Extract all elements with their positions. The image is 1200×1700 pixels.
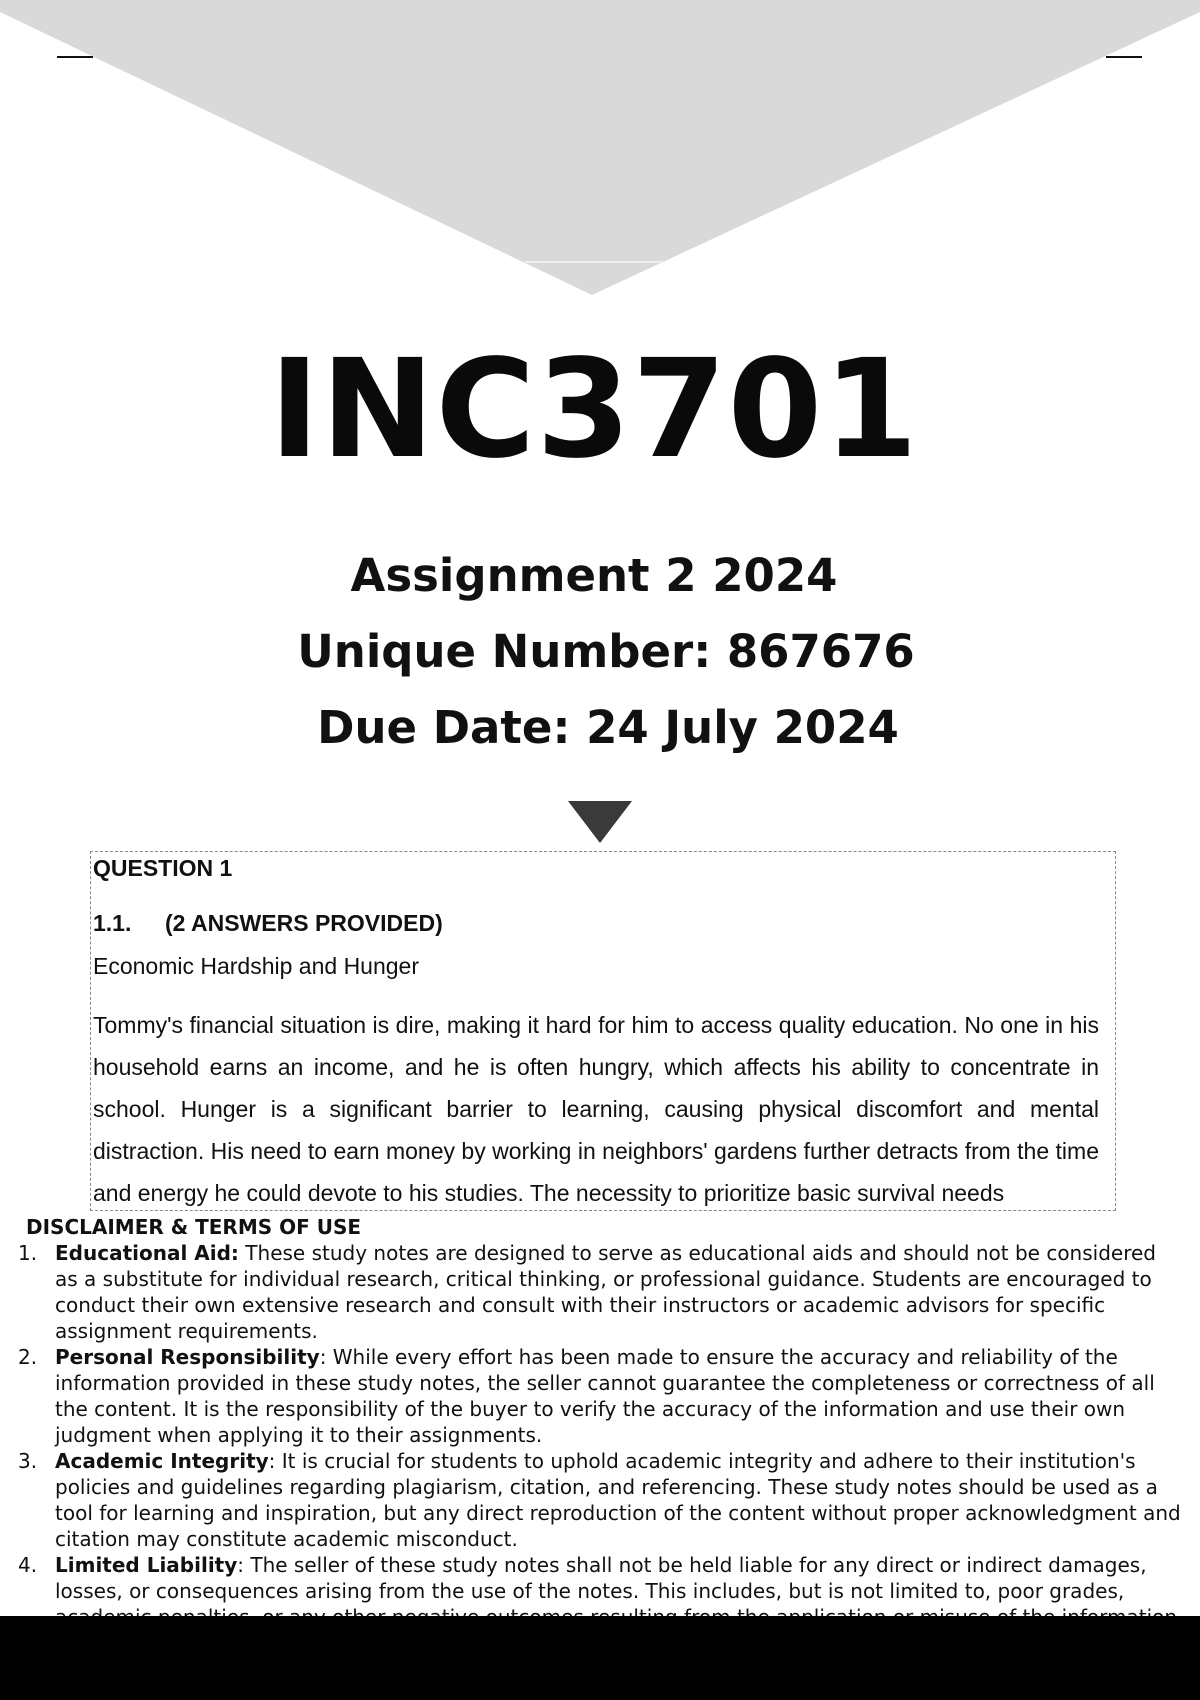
term-label: Personal Responsibility — [55, 1345, 320, 1369]
bottom-black-bar — [0, 1616, 1200, 1700]
disclaimer-section — [0, 1214, 1200, 1630]
term-text: : It is crucial for students to uphold academic integrity and adhere to their institution's policies and guidelines regarding plagiarism, citation, and referencing. These study notes should be used as a tool for learning and inspiration, but any direct reproduction of the content without proper acknowledgment and citation may constitute academic misconduct. — [55, 1449, 1181, 1551]
unique-number-value: 867676 — [726, 625, 915, 678]
subquestion-number: 1.1. — [93, 910, 132, 936]
answer-section-title: Economic Hardship and Hunger — [93, 953, 420, 979]
terms-list — [0, 1240, 1200, 1630]
answer-paragraph: Tommy's financial situation is dire, making it hard for him to access quality education. No one in his household earns an income, and he is often hungry, which affects his ability to concentrate in school. Hunger is a significant barrier to learning, causing physical discomfort and mental distraction. His need to earn money by working in neighbors' gardens further detracts from the time and energy he could devote to his studies. The necessity to prioritize basic survival needs — [93, 1012, 1099, 1206]
banner-notch-highlight — [525, 261, 665, 263]
question-heading: QUESTION 1 — [93, 855, 233, 881]
term-number: 2. — [18, 1345, 38, 1369]
due-date-value: 24 July 2024 — [586, 701, 899, 754]
unique-number-label: Unique Number: — [297, 625, 712, 678]
term-number: 4. — [18, 1553, 38, 1577]
term-label: Limited Liability — [55, 1553, 238, 1577]
term-label: Academic Integrity — [55, 1449, 269, 1473]
unique-number-line — [12, 624, 1200, 680]
term-item — [0, 1448, 1200, 1552]
corner-line-left — [57, 56, 93, 58]
term-number: 1. — [18, 1241, 38, 1265]
subquestion-label: (2 ANSWERS PROVIDED) — [165, 910, 443, 936]
question-preview-box — [90, 851, 1116, 1211]
term-text: These study notes are designed to serve as educational aids and should not be considered as a substitute for individual research, critical thinking, or professional guidance. Students are encouraged to conduct their own extensive research and consult with their instructors or academic advisors for specific assignment requirements. — [55, 1241, 1156, 1343]
term-label: Educational Aid: — [55, 1241, 239, 1265]
corner-line-right — [1106, 56, 1142, 58]
question-subheading — [93, 909, 443, 937]
due-date-label: Due Date: — [317, 701, 571, 754]
down-arrow-icon — [568, 801, 632, 843]
banner-chevron-graphic — [0, 0, 1200, 300]
assignment-title: Assignment 2 2024 — [350, 549, 838, 602]
term-number: 3. — [18, 1449, 38, 1473]
term-item — [0, 1240, 1200, 1344]
due-date-line — [14, 700, 1200, 756]
term-text: : While every effort has been made to ensure the accuracy and reliability of the information provided in these study notes, the seller cannot guarantee the completeness or correctness of all the content. It is the responsibility of the buyer to verify the accuracy of the information and use their own judgment when applying it to their assignments. — [55, 1345, 1155, 1447]
term-text: : The seller of these study notes shall not be held liable for any direct or indirect damages, losses, or consequences arising from the use of the notes. This includes, but is not limited to, poor grades, — [55, 1553, 1147, 1603]
term-item — [0, 1344, 1200, 1448]
disclaimer-title: DISCLAIMER & TERMS OF USE — [26, 1215, 362, 1239]
course-code-title: INC3701 — [269, 331, 919, 489]
banner-chevron-shape — [0, 0, 1200, 295]
